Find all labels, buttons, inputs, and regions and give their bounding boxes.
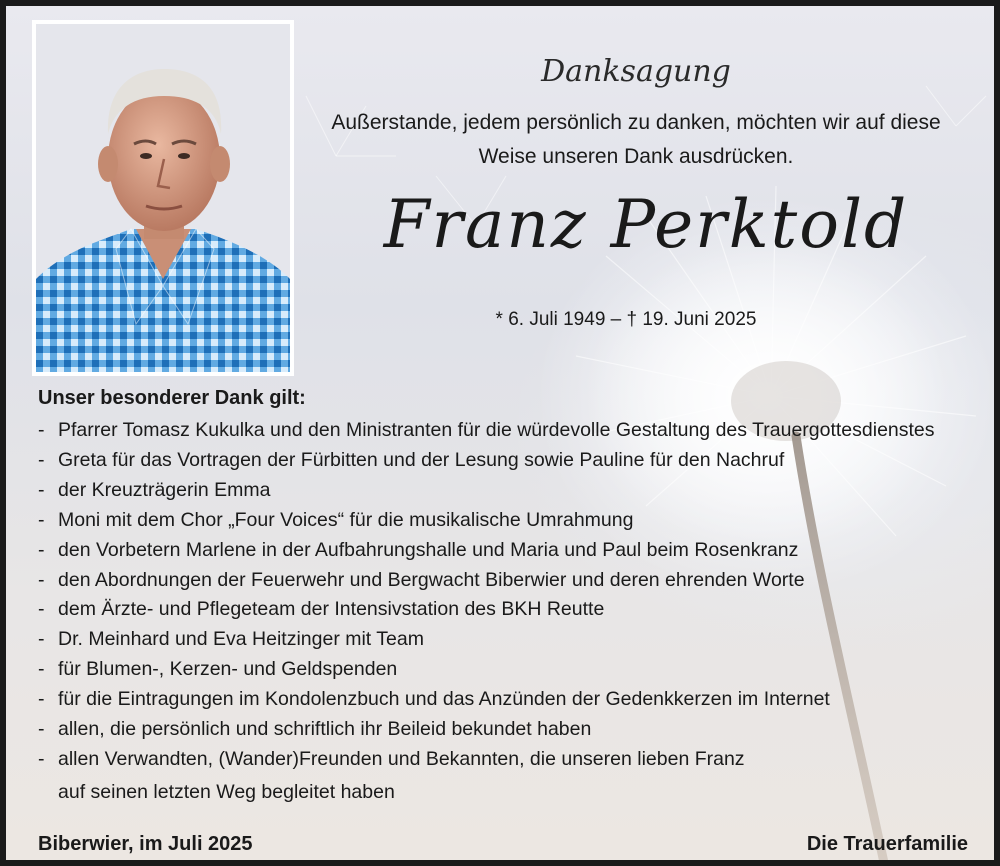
list-item xyxy=(38,566,978,596)
list-item xyxy=(38,506,978,536)
portrait-illustration xyxy=(36,24,290,372)
list-item xyxy=(38,625,978,655)
list-item-text: dem Ärzte- und Pflegeteam der Intensivstation des BKH Reutte xyxy=(58,598,605,621)
place-and-date: Biberwier, im Juli 2025 xyxy=(38,833,253,855)
list-item-text: der Kreuzträgerin Emma xyxy=(58,478,271,501)
list-item xyxy=(38,446,978,476)
list-item-text: Pfarrer Tomasz Kukulka und den Ministranten für die würdevolle Gestaltung des Trauergottesdienstes xyxy=(58,419,935,441)
list-item xyxy=(38,536,978,566)
list-item-continuation: auf seinen letzten Weg begleitet haben xyxy=(58,781,395,803)
portrait-frame xyxy=(32,20,294,376)
list-item-text: Moni mit dem Chor „Four Voices“ für die musikalische Umrahmung xyxy=(58,508,634,531)
list-dash: - xyxy=(38,478,45,501)
list-item-text: Dr. Meinhard und Eva Heitzinger mit Team xyxy=(58,628,424,651)
list-dash: - xyxy=(38,747,45,770)
list-dash: - xyxy=(38,718,45,741)
list-dash: - xyxy=(38,508,45,531)
list-item xyxy=(38,476,978,506)
intro-text xyxy=(306,106,966,174)
heading-danksagung: Danksagung xyxy=(541,54,731,89)
intro-line-2: Weise unseren Dank ausdrücken. xyxy=(478,145,794,168)
list-item xyxy=(38,745,978,775)
list-item-text: den Abordnungen der Feuerwehr und Bergwacht Biberwier und deren ehrenden Worte xyxy=(58,568,805,591)
list-item xyxy=(38,655,978,685)
list-item xyxy=(38,595,978,625)
list-item-text: Greta für das Vortragen der Fürbitten und der Lesung sowie Pauline für den Nachruf xyxy=(58,448,785,471)
list-item-text: für die Eintragungen im Kondolenzbuch und das Anzünden der Gedenkkerzen im Internet xyxy=(58,688,830,711)
deceased-name: Franz Perktold xyxy=(383,186,909,263)
list-dash: - xyxy=(38,568,45,591)
list-dash: - xyxy=(38,598,45,621)
intro-line-1: Außerstande, jedem persönlich zu danken, möchten wir auf diese xyxy=(331,111,941,134)
list-item-text: allen, die persönlich und schriftlich ihr Beileid bekundet haben xyxy=(58,718,592,741)
thanks-list xyxy=(38,416,978,775)
list-dash: - xyxy=(38,538,45,561)
list-dash: - xyxy=(38,658,45,681)
list-dash: - xyxy=(38,419,45,441)
portrait-photo xyxy=(36,24,290,372)
list-item-text: für Blumen-, Kerzen- und Geldspenden xyxy=(58,658,398,681)
thanks-title: Unser besonderer Dank gilt: xyxy=(38,387,306,409)
list-item xyxy=(38,685,978,715)
list-item xyxy=(38,416,978,446)
list-item xyxy=(38,715,978,745)
list-dash: - xyxy=(38,448,45,471)
life-dates: * 6. Juli 1949 – † 19. Juni 2025 xyxy=(495,309,757,330)
list-dash: - xyxy=(38,628,45,651)
list-item-text: den Vorbetern Marlene in der Aufbahrungshalle und Maria und Paul beim Rosenkranz xyxy=(58,538,799,561)
list-dash: - xyxy=(38,688,45,711)
list-item-text: allen Verwandten, (Wander)Freunden und Bekannten, die unseren lieben Franz xyxy=(58,747,745,770)
family-signature: Die Trauerfamilie xyxy=(806,833,968,855)
